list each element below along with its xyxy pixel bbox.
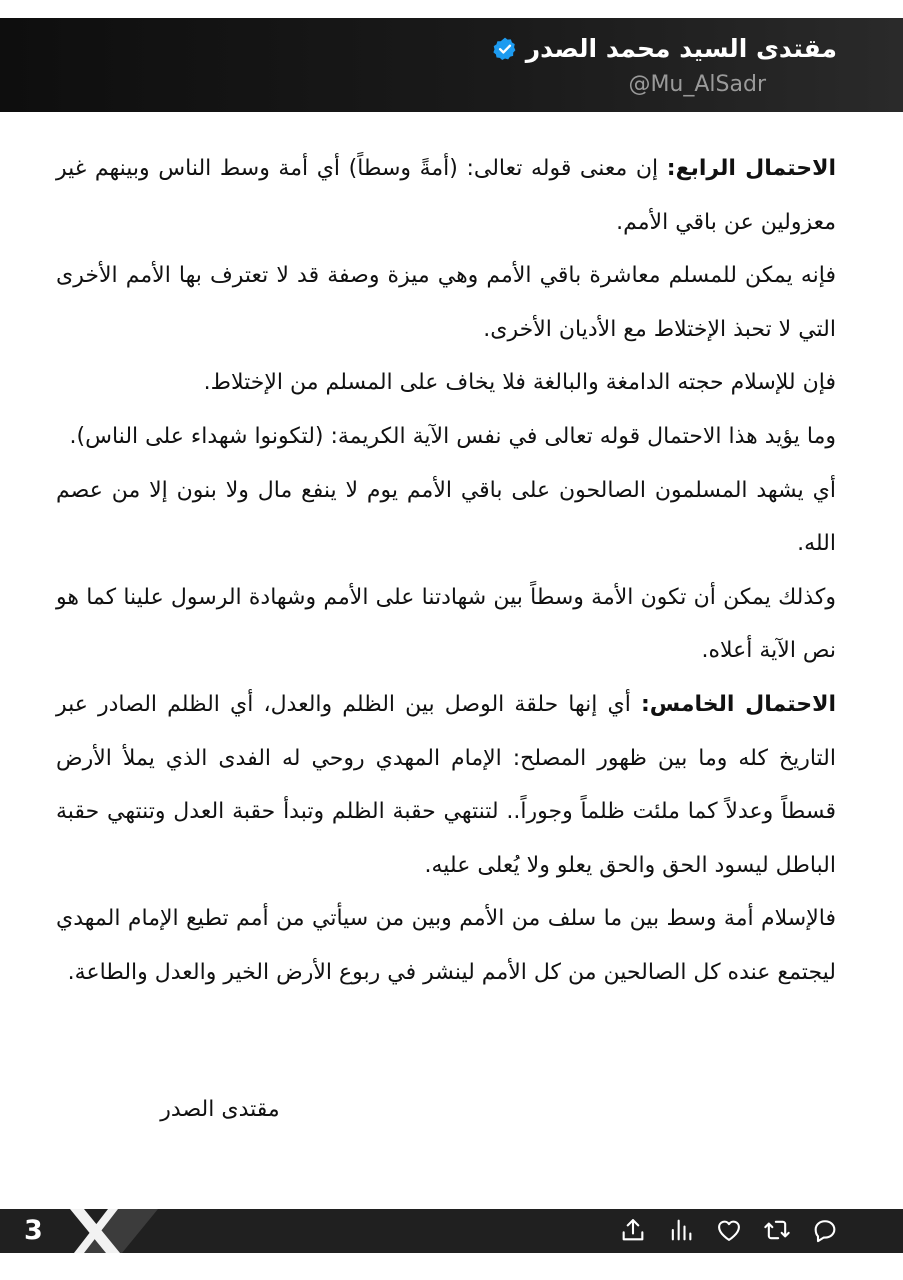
- paragraph-text: فالإسلام أمة وسط بين ما سلف من الأمم وبين من سيأتي من أمم تطيع الإمام المهدي ليجتمع عنده كل الصالحين من كل الأمم لينشر في ربوع الأرض الخير والعدل والطاعة.: [56, 906, 836, 985]
- paragraph-text: فإن للإسلام حجته الدامغة والبالغة فلا يخاف على المسلم من الإختلاط.: [203, 370, 836, 396]
- post-actions: [619, 1216, 839, 1244]
- paragraph: [56, 464, 836, 571]
- author-handle[interactable]: @Mu_AlSadr: [628, 72, 766, 97]
- paragraph-label: الاحتمال الخامس:: [640, 691, 837, 717]
- paragraph: [56, 249, 836, 356]
- verified-badge-icon: [492, 36, 518, 62]
- author-display-name[interactable]: مقتدى السيد محمد الصدر: [525, 34, 837, 63]
- paragraph: [56, 356, 836, 410]
- paragraph: [56, 678, 836, 892]
- views-icon[interactable]: [667, 1216, 695, 1244]
- share-icon[interactable]: [619, 1216, 647, 1244]
- signature: مقتدى الصدر: [160, 1097, 280, 1122]
- paragraph: [56, 571, 836, 678]
- author-name-row: [492, 34, 837, 64]
- paragraph-text: إن معنى قوله تعالى: (أمةً وسطاً) أي أمة وسط الناس وبينهم غير معزولين عن باقي الأمم.: [56, 156, 836, 235]
- paragraph-text: أي إنها حلقة الوصل بين الظلم والعدل، أي الظلم الصادر عبر التاريخ كله وما بين ظهور المصلح: الإمام المهدي روحي له الفدى الذي يملأ الأرض قسطاً وعدلاً كما ملئت ظلماً وجوراً.. لتنتهي حقبة الظلم وتبدأ حقبة العدل وتنتهي حقبة الباطل ليسود الحق والحق يعلو ولا يُعلى عليه.: [56, 691, 836, 878]
- paragraph-text: وكذلك يمكن أن تكون الأمة وسطاً بين شهادتنا على الأمم وشهادة الرسول علينا كما هو نص الآية أعلاه.: [56, 584, 836, 664]
- paragraph-text: فإنه يمكن للمسلم معاشرة باقي الأمم وهي ميزة وصفة قد لا تعترف بها الأمم الأخرى التي لا تحبذ الإختلاط مع الأديان الأخرى.: [56, 263, 836, 342]
- post-header: [0, 18, 903, 112]
- retweet-icon[interactable]: [763, 1216, 791, 1244]
- paragraph: [56, 410, 836, 464]
- post-footer: [0, 1209, 903, 1253]
- reply-icon[interactable]: [811, 1216, 839, 1244]
- paragraph-text: أي يشهد المسلمون الصالحون على باقي الأمم يوم لا ينفع مال ولا بنون إلا من عصم الله.: [56, 477, 836, 557]
- post-body: [56, 142, 836, 1000]
- paragraph-label: الاحتمال الرابع:: [666, 156, 836, 181]
- x-logo-icon: [62, 1209, 162, 1253]
- paragraph: [56, 892, 836, 999]
- like-icon[interactable]: [715, 1216, 743, 1244]
- page-number: 3: [24, 1215, 43, 1246]
- paragraph-text: وما يؤيد هذا الاحتمال قوله تعالى في نفس الآية الكريمة: (لتكونوا شهداء على الناس).: [69, 423, 836, 449]
- paragraph: [56, 142, 836, 249]
